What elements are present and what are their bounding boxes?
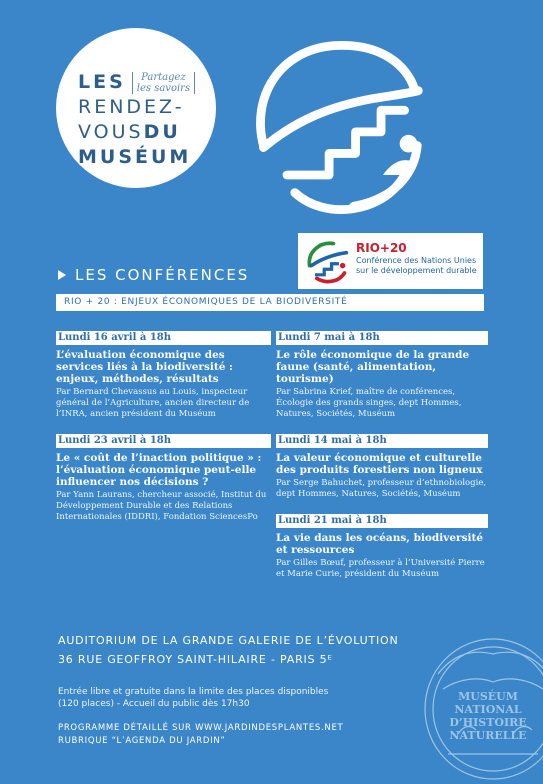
conference-title: La vie dans les océans, biodiversité et ressources bbox=[276, 532, 483, 556]
logo-word-du: DU bbox=[143, 121, 181, 143]
conference-item bbox=[276, 331, 488, 420]
logo-word-vous: VOUS bbox=[78, 121, 144, 143]
entry-line-1: Entrée libre et gratuite dans la limite des places disponibles bbox=[58, 687, 329, 697]
conference-speaker: Par Yann Laurans, chercheur associé, Institut du Développement Durable et des Relations Internationales (IDDRI), Fondation SciencesPo bbox=[56, 490, 267, 522]
logo-tagline-1: Partagez bbox=[141, 71, 186, 83]
conference-date: Lundi 14 mai à 18h bbox=[276, 434, 488, 448]
left-conference-column bbox=[56, 331, 271, 537]
conference-title: L’évaluation économique des services liés à la biodiversité : enjeux, méthodes, résultats bbox=[56, 349, 233, 385]
venue-address: 36 RUE GEOFFROY SAINT-HILAIRE - PARIS 5ᴱ bbox=[58, 653, 333, 666]
conference-item bbox=[276, 514, 488, 580]
rio-emblem-icon bbox=[236, 28, 432, 224]
rio20-title: RIO+20 bbox=[356, 241, 407, 255]
seal-line-3: D’HISTOIRE bbox=[449, 716, 527, 729]
museum-seal-icon bbox=[418, 634, 543, 784]
conference-item bbox=[276, 434, 488, 500]
museum-logo bbox=[56, 28, 216, 188]
logo-word-les: LES bbox=[78, 71, 126, 93]
program-rubric: RUBRIQUE “L’AGENDA DU JARDIN” bbox=[58, 736, 226, 746]
conference-date: Lundi 21 mai à 18h bbox=[276, 514, 488, 528]
conference-speaker: Par Sabrina Krief, maître de conférences, Écologie des grands singes, dept Hommes, Natures, Sociétés, Muséum bbox=[276, 387, 462, 419]
rio20-logo-box bbox=[298, 233, 483, 289]
logo-tagline-2: les savoirs bbox=[136, 82, 191, 94]
seal-line-2: NATIONAL bbox=[454, 703, 522, 716]
conference-speaker: Par Serge Bahuchet, professeur d’ethnobiologie, dept Hommes, Natures, Sociétés, Muséum bbox=[276, 478, 487, 499]
conference-speaker: Par Bernard Chevassus au Louis, inspecteur général de l’Agriculture, ancien directeur de l’INRA, ancien président du Muséum bbox=[56, 387, 250, 419]
conference-title: Le « coût de l’inaction politique » : l’évaluation économique peut-elle influencer nos décisions ? bbox=[56, 452, 262, 488]
logo-word-rendez: RENDEZ- bbox=[78, 96, 185, 118]
logo-wordmark bbox=[78, 70, 218, 170]
subtitle-bar: RIO + 20 : ENJEUX ÉCONOMIQUES DE LA BIODIVERSITÉ bbox=[56, 294, 484, 311]
conference-item bbox=[56, 434, 271, 523]
seal-line-4: NATURELLE bbox=[449, 729, 527, 742]
conference-date: Lundi 7 mai à 18h bbox=[276, 331, 488, 345]
rio20-logo-icon bbox=[304, 238, 350, 284]
logo-tagline bbox=[132, 72, 195, 94]
conference-item bbox=[56, 331, 271, 420]
logo-word-museum: MUSÉUM bbox=[78, 146, 192, 168]
entry-line-2: (120 places) - Accueil du public dès 17h30 bbox=[58, 699, 250, 709]
conference-title: Le rôle économique de la grande faune (santé, alimentation, tourisme) bbox=[276, 349, 470, 385]
conference-speaker: Par Gilles Bœuf, professeur à l’Université Pierre et Marie Curie, président du Muséum bbox=[276, 558, 485, 579]
rio20-subtitle: Conférence des Nations Unies sur le développement durable bbox=[356, 256, 477, 275]
conference-date: Lundi 16 avril à 18h bbox=[56, 331, 271, 345]
program-link: PROGRAMME DÉTAILLÉ SUR WWW.JARDINDESPLANTES.NET bbox=[58, 723, 344, 733]
triangle-bullet-icon bbox=[58, 270, 66, 280]
conference-date: Lundi 23 avril à 18h bbox=[56, 434, 271, 448]
program-info bbox=[58, 722, 343, 748]
seal-line-1: MUSÉUM bbox=[458, 690, 518, 703]
section-title-text: LES CONFÉRENCES bbox=[75, 266, 250, 284]
venue-info bbox=[58, 631, 399, 669]
venue-name: AUDITORIUM DE LA GRANDE GALERIE DE L’ÉVOLUTION bbox=[58, 634, 399, 647]
conference-title: La valeur économique et culturelle des produits forestiers non ligneux bbox=[276, 452, 483, 476]
section-title bbox=[58, 266, 249, 284]
right-conference-column bbox=[276, 331, 488, 594]
entry-info bbox=[58, 686, 358, 710]
